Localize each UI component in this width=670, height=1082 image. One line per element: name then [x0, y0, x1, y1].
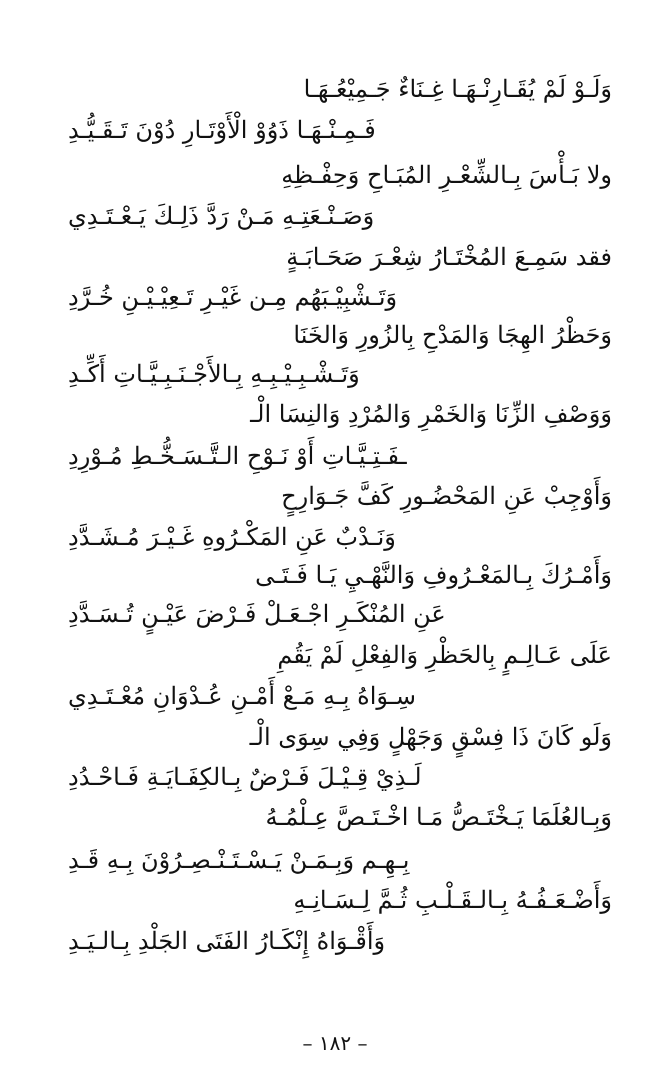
verse-line: وَنَـدْبٌ عَنِ المَكْـرُوهِ غَـيْـرَ مُـشَـدَّدِ [68, 523, 396, 551]
verse-line: عَنِ المُنْكَـرِ اجْـعَـلْ فَـرْضَ عَيْـنٍ تُـسَـدَّدِ [68, 600, 446, 628]
verse-line: وَحَظْرُ الهِجَا وَالمَدْحِ بِالزُورِ وَالخَنَا [293, 321, 612, 349]
verse-line: سِـوَاهُ بِـهِ مَـعْ أَمْـنِ عُـدْوَانِ مُعْـتَـدِي [68, 682, 416, 710]
verse-line: وَوَصْفِ الزِّنَا وَالخَمْرِ وَالمُرْدِ وَالنِسَا الْـ [250, 400, 612, 428]
verse-line: وَبِـالعُلَمَا يَـخْتَـصُّ مَـا اخْـتَـصَّ عِـلْمُـهُ [265, 803, 612, 831]
verse-line: وَأَمْـرُكَ بِـالمَعْـرُوفِ وَالنَّهْـيِ يَـا فَـتَـى [255, 561, 612, 589]
verse-line: فَـمِـنْـهَـا ذَوُوْ الْأَوْتَـارِ دُوْنَ تَـقَـيُّـدِ [68, 116, 376, 144]
verse-line: وَتَـشْـبِـيْـبِـهِ بِـالأَجْـنَـبِـيَّـاتِ أَكِّـدِ [68, 360, 360, 388]
verse-line: ـفَـتِـيَّـاتِ أَوْ نَـوْحِ الـتَّـسَـخُّـطِ مُـوْرِدِ [68, 442, 407, 470]
verse-line: وَصَـنْـعَتِـهِ مَـنْ رَدَّ ذَلِـكَ يَـعْـتَـدِي [68, 202, 375, 230]
verse-line: وَأَقْـوَاهُ إِنْكَـارُ الفَتَى الجَلْدِ بِـالـيَـدِ [68, 927, 386, 955]
verse-line: وَلَو كَانَ ذَا فِسْقٍ وَجَهْلٍ وَفِي سِوَى الْـ [249, 723, 612, 751]
verse-line: عَلَى عَـالِـمٍ بِالحَظْرِ وَالفِعْلِ لَمْ يَقُمِ [277, 641, 612, 669]
verse-line: فقد سَمِـعَ المُخْتَـارُ شِعْـرَ صَحَـابَـةٍ [286, 243, 612, 271]
verse-line: بِـهِـم وَبِـمَـنْ يَـسْـتَـنْـصِـرُوْنَ بِـهِ قَـدِ [68, 846, 410, 874]
verse-line: وَأَضْـعَـفُـهُ بِـالـقَـلْـبِ ثُـمَّ لِـسَـانِـهِ [293, 886, 612, 914]
page-number: – ١٨٢ – [302, 1031, 368, 1055]
verse-line: وَلَـوْ لَمْ يُقَـارِنْـهَـا غِـنَاءٌ جَـمِيْعُـهَـا [303, 75, 612, 103]
verse-line: وَتَـشْبِيْـبَهُم مِـن غَيْـرِ تَـعِيْـيْـنِ خُـرَّدِ [68, 283, 398, 311]
verse-line: لَـذِيْ قِـيْـلَ فَـرْضٌ بِـالكِفَـايَـةِ فَـاحْـدُدِ [68, 763, 422, 791]
verse-line: ولا بَـأْسَ بِـالشِّعْـرِ المُبَـاحِ وَحِفْـظِهِ [281, 161, 612, 189]
verse-line: وَأَوْجِبْ عَنِ المَحْضُـورِ كَفَّ جَـوَارِحٍ [281, 482, 612, 510]
